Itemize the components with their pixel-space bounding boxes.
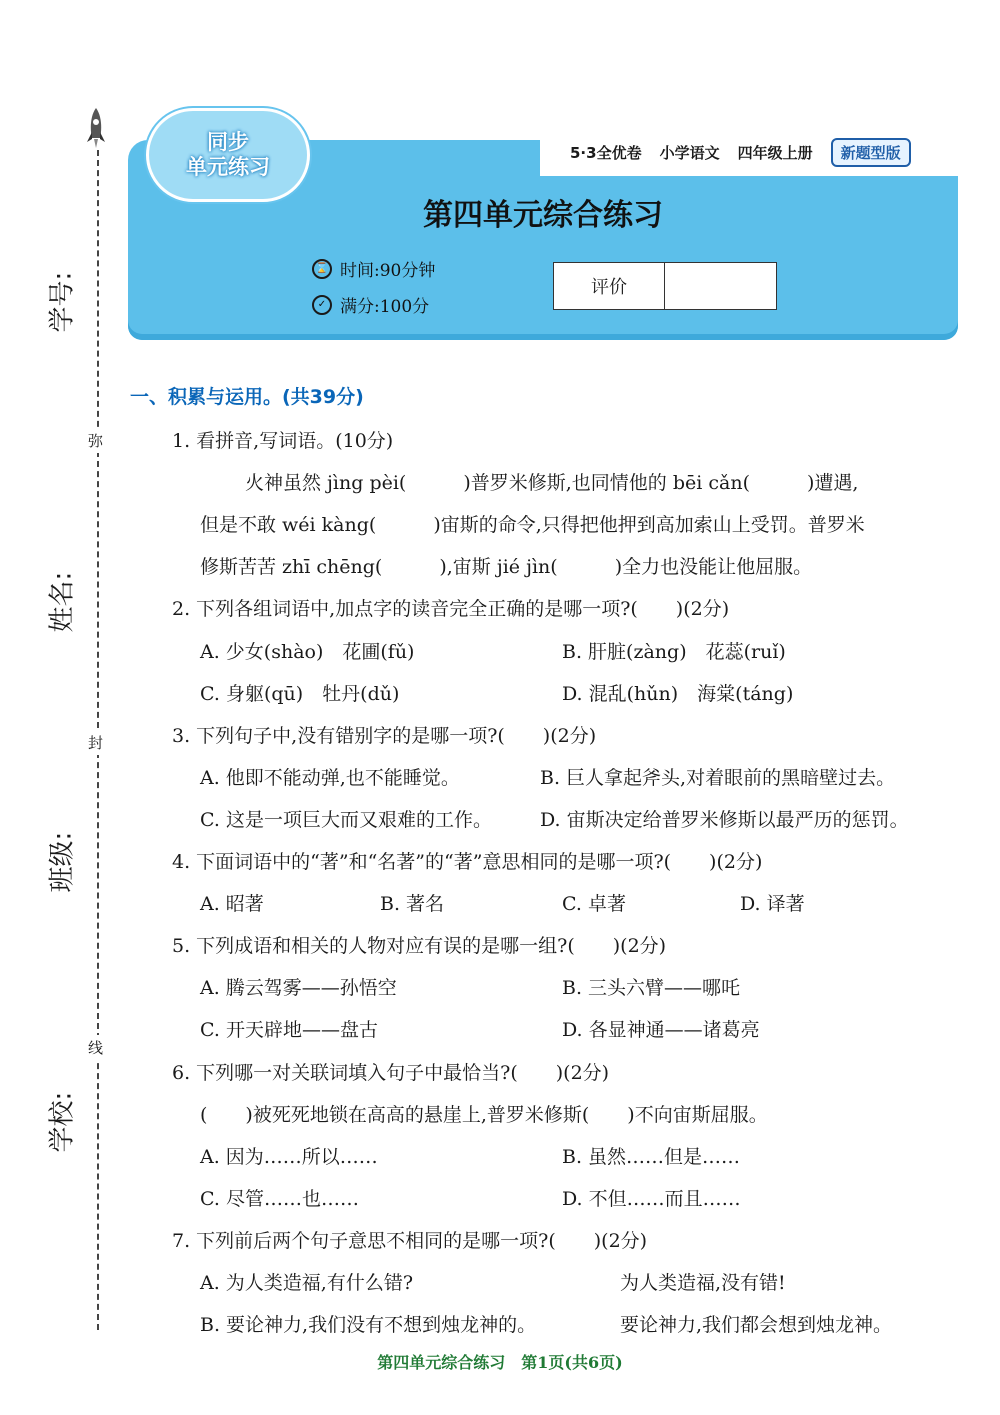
q5-option-a[interactable]: A. 腾云驾雾——孙悟空 [200,977,397,999]
badge-line-2: 单元练习 [186,155,270,179]
q6-sentence[interactable]: ( )被死死地锁在高高的悬崖上,普罗米修斯( )不向宙斯屈服。 [200,1104,768,1126]
badge-line-1: 同步 [207,129,249,154]
q4-option-d[interactable]: D. 译著 [740,893,805,915]
q3-option-d[interactable]: D. 宙斯决定给普罗米修斯以最严历的惩罚。 [540,809,909,831]
q7-option-b-first[interactable]: B. 要论神力,我们没有不想到烛龙神的。 [200,1314,537,1336]
seal-char-xian: 线 [88,1035,103,1060]
class-field[interactable]: 班级: [47,831,78,893]
subject-name: 小学语文 [659,143,720,162]
q5-stem: 5. 下列成语和相关的人物对应有误的是哪一组?( )(2分) [172,935,667,957]
q1-line-1[interactable]: 火神虽然 jìng pèi( )普罗米修斯,也同情他的 bēi cǎn( )遭遇, [245,472,859,494]
q4-option-a[interactable]: A. 昭著 [200,893,264,915]
q6-option-d[interactable]: D. 不但……而且…… [562,1188,741,1210]
evaluation-box [553,262,777,310]
q2-stem: 2. 下列各组词语中,加点字的读音完全正确的是哪一项?( )(2分) [172,598,730,620]
student-number-field[interactable]: 学号: [47,271,78,333]
score-text: 满分:100分 [340,297,430,317]
page-footer: 第四单元综合练习 第1页(共6页) [377,1353,623,1372]
q6-option-a[interactable]: A. 因为……所以…… [200,1146,378,1168]
q2-option-c[interactable]: C. 身躯(qū) 牡丹(dǔ) [200,683,400,705]
q6-option-c[interactable]: C. 尽管……也…… [200,1188,359,1210]
q1-line-2[interactable]: 但是不敢 wéi kàng( )宙斯的命令,只得把他押到高加索山上受罚。普罗米 [200,514,865,536]
seal-char-feng: 封 [88,730,103,755]
q4-stem: 4. 下面词语中的“著”和“名著”的“著”意思相同的是哪一项?( )(2分) [172,851,763,873]
check-icon: ✓ [312,295,332,315]
q5-option-d[interactable]: D. 各显神通——诸葛亮 [562,1019,760,1041]
section-heading: 一、积累与运用。(共39分) [130,386,364,408]
time-info [312,256,435,281]
series-name: 5·3全优卷 [570,143,642,162]
evaluation-blank[interactable] [665,263,776,309]
q7-option-b-second: 要论神力,我们都会想到烛龙神。 [620,1314,893,1336]
seal-char-mi: 弥 [88,428,103,453]
q2-option-d[interactable]: D. 混乱(hǔn) 海棠(táng) [562,683,794,705]
unit-practice-badge [146,108,310,202]
q3-option-b[interactable]: B. 巨人拿起斧头,对着眼前的黑暗壁过去。 [540,767,896,789]
q5-option-b[interactable]: B. 三头六臂——哪吒 [562,977,741,999]
q4-option-b[interactable]: B. 著名 [380,893,445,915]
q5-option-c[interactable]: C. 开天辟地——盘古 [200,1019,378,1041]
edition-badge: 新题型版 [831,138,911,167]
series-strip [540,128,990,176]
rocket-icon [86,108,106,150]
q2-option-b[interactable]: B. 肝脏(zàng) 花蕊(ruǐ) [562,641,786,663]
page-title: 第四单元综合练习 [423,198,663,233]
q4-option-c[interactable]: C. 卓著 [562,893,626,915]
time-text: 时间:90分钟 [340,261,436,281]
q3-option-c[interactable]: C. 这是一项巨大而又艰难的工作。 [200,809,492,831]
student-name-field[interactable]: 姓名: [47,571,78,633]
q7-stem: 7. 下列前后两个句子意思不相同的是哪一项?( )(2分) [172,1230,648,1252]
q1-stem: 1. 看拼音,写词语。(10分) [172,430,394,452]
school-field[interactable]: 学校: [47,1091,78,1153]
q3-stem: 3. 下列句子中,没有错别字的是哪一项?( )(2分) [172,725,597,747]
q6-option-b[interactable]: B. 虽然……但是…… [562,1146,741,1168]
q3-option-a[interactable]: A. 他即不能动弹,也不能睡觉。 [200,767,460,789]
evaluation-label: 评价 [554,263,665,309]
q7-option-a-first[interactable]: A. 为人类造福,有什么错? [200,1272,414,1294]
clock-icon: ⌛ [312,259,332,279]
q7-option-a-second: 为人类造福,没有错! [620,1272,786,1294]
score-info [312,292,429,317]
grade-name: 四年级上册 [737,143,813,162]
q6-stem: 6. 下列哪一对关联词填入句子中最恰当?( )(2分) [172,1062,610,1084]
q2-option-a[interactable]: A. 少女(shào) 花圃(fǔ) [200,641,415,663]
q1-line-3[interactable]: 修斯苦苦 zhī chēng( ),宙斯 jié jìn( )全力也没能让他屈服。 [200,556,813,578]
